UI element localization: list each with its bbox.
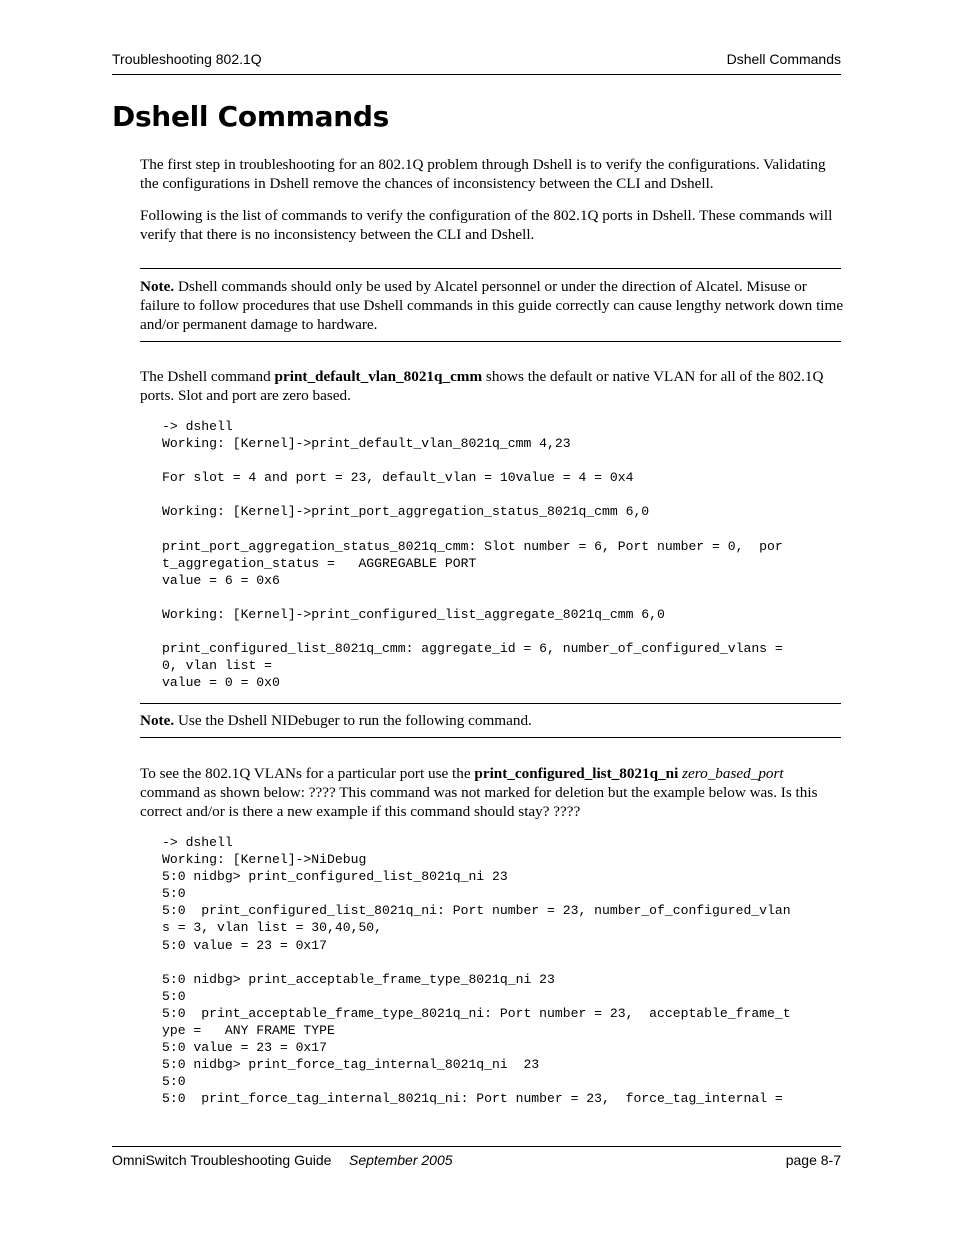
default-vlan-paragraph xyxy=(140,367,845,405)
code-block-nidebug: -> dshell Working: [Kernel]->NiDebug 5:0 nidbg> print_configured_list_8021q_ni 23 5:0 5:0 print_configured_list_8021q_ni: Port number = 23, number_of_configured_vlan s = 3, vlan list = 30,40,50, 5:0 value = 23 = 0x17 5:0 nidbg> print_acceptable_frame_type_8021q_ni 23 5:0 5:0 print_acceptable_frame_type_8021q_ni: Port number = 23, acceptable_frame_t ype = ANY FRAME TYPE 5:0 value = 23 = 0x17 5:0 nidbg> print_force_tag_internal_8021q_ni 23 5:0 5:0 print_force_tag_internal_8021q_ni: Port number = 23, force_tag_internal = xyxy=(162,835,791,1107)
note-text: Use the Dshell NIDebuger to run the following command. xyxy=(174,712,532,729)
paragraph-text: To see the 802.1Q VLANs for a particular port use the xyxy=(140,765,475,782)
note-top-rule xyxy=(140,703,841,704)
note-label: Note. xyxy=(140,712,175,729)
footer-rule xyxy=(112,1146,841,1147)
footer-title: OmniSwitch Troubleshooting Guide xyxy=(112,1152,332,1168)
command-argument: zero_based_port xyxy=(678,765,784,782)
command-name: print_default_vlan_8021q_cmm xyxy=(274,368,483,385)
note-bottom-rule xyxy=(140,737,841,738)
command-name: print_configured_list_8021q_ni xyxy=(474,765,679,782)
note-bottom-rule xyxy=(140,341,841,342)
note-nidebuger xyxy=(140,711,845,730)
header-rule xyxy=(112,74,841,75)
paragraph-text: command as shown below: ???? This command was not marked for deletion but the example below was. Is this correct and/or is there a new example if this command should stay? ???? xyxy=(140,784,818,820)
running-header-left: Troubleshooting 802.1Q xyxy=(112,51,262,67)
note-warning xyxy=(140,277,845,334)
footer-page-number: page 8-7 xyxy=(785,1152,841,1168)
intro-paragraph-2: Following is the list of commands to verify the configuration of the 802.1Q ports in Dshell. These commands will verify that there is no inconsistency between the CLI and Dshell. xyxy=(140,207,833,243)
code-block-dshell-cmm: -> dshell Working: [Kernel]->print_default_vlan_8021q_cmm 4,23 For slot = 4 and port = 23, default_vlan = 10value = 4 = 0x4 Working: [Kernel]->print_port_aggregation_status_8021q_cmm 6,0 print_port_aggregation_status_8021q_cmm: Slot number = 6, Port number = 0, por t_aggregation_status = AGGREGABLE PORT value = 6 = 0x6 Working: [Kernel]->print_configured_list_aggregate_8021q_cmm 6,0 print_configured_list_8021q_cmm: aggregate_id = 6, number_of_configured_vlans = 0, vlan list = value = 0 = 0x0 xyxy=(162,419,783,691)
note-top-rule xyxy=(140,268,841,269)
intro-paragraph-1: The first step in troubleshooting for an 802.1Q problem through Dshell is to verify the configurations. Validating the configurations in Dshell remove the chances of inconsistency between the CLI and Dshell. xyxy=(140,156,826,192)
page-title: Dshell Commands xyxy=(112,100,389,133)
note-label: Note. xyxy=(140,278,175,295)
note-text: Dshell commands should only be used by Alcatel personnel or under the direction of Alcatel. Misuse or failure to follow procedures that use Dshell commands in this guide correctly can cause lengthy network down time and/or permanent damage to hardware. xyxy=(140,278,844,333)
running-header-right: Dshell Commands xyxy=(726,51,841,67)
paragraph-text: shows the default or native VLAN for all of the 802.1Q ports. Slot and port are zero based. xyxy=(140,368,824,404)
paragraph-text: The Dshell command xyxy=(140,368,275,385)
configured-list-paragraph xyxy=(140,764,845,821)
footer-date: September 2005 xyxy=(349,1152,453,1168)
